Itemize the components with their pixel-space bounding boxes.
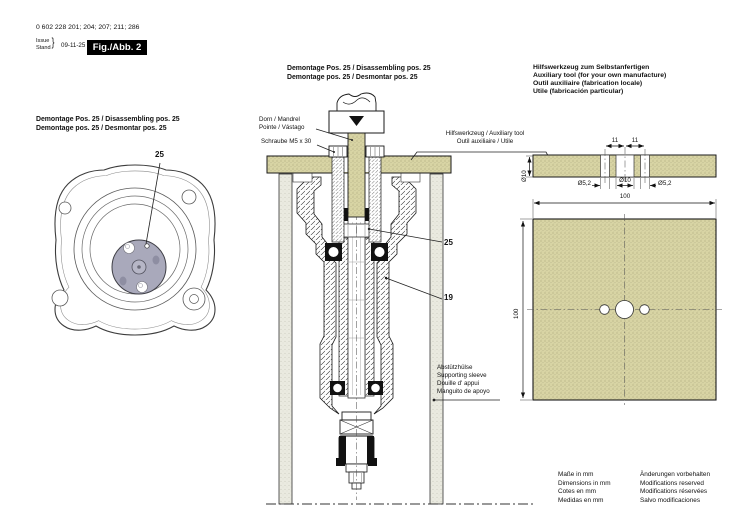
dim-thickness: Ø10 bbox=[521, 170, 528, 182]
callout-25: 25 bbox=[444, 238, 453, 247]
footer-mods-line1: Änderungen vorbehalten bbox=[640, 471, 710, 478]
footer-mods-line4: Salvo modificaciones bbox=[640, 496, 701, 504]
sleeve-label-line1: Abstützhülse bbox=[437, 364, 473, 371]
footer-units-line3: Cotes en mm bbox=[558, 488, 597, 495]
left-view-title-line2: Demontage pos. 25 / Desmontar pos. 25 bbox=[36, 125, 167, 132]
aux-tool-label-line2: Outil auxiliaire / Utile bbox=[456, 138, 514, 145]
dim-spacing-left: 11 bbox=[611, 137, 619, 144]
bolt-hole-bl bbox=[52, 290, 68, 306]
aux-title-line4: Utile (fabricación particular) bbox=[533, 88, 624, 95]
flange-view-drawing bbox=[52, 163, 215, 335]
footer-units-line4: Medidas en mm bbox=[558, 496, 604, 504]
side-hole-left bbox=[600, 305, 610, 315]
mandrel-shaft bbox=[348, 133, 365, 217]
mandrel-label-line1: Dorn / Mandrel bbox=[259, 116, 300, 123]
dim-height: 100 bbox=[513, 308, 520, 319]
aux-square-view bbox=[520, 199, 722, 405]
screw-label: Schraube M5 x 30 bbox=[261, 138, 312, 145]
left-view-title-line1: Demontage Pos. 25 / Disassembling pos. 25 bbox=[36, 116, 180, 123]
side-hole-right bbox=[640, 305, 650, 315]
part-numbers: 0 602 228 201; 204; 207; 211; 286 bbox=[36, 24, 140, 31]
aux-title-line3: Outil auxiliaire (fabrication locale) bbox=[533, 80, 643, 87]
footer-mods-line2: Modifications reserved bbox=[640, 479, 704, 487]
mandrel-label-line2: Pointe / Vástago bbox=[259, 124, 305, 131]
footer-units-line1: Maße in mm bbox=[558, 471, 594, 478]
dim-hole-center: Ø10 bbox=[619, 177, 631, 184]
supporting-sleeve-left bbox=[279, 174, 292, 504]
brace-glyph: } bbox=[51, 35, 55, 49]
bolt-hole-tr bbox=[182, 190, 196, 204]
spindle-wall-left bbox=[339, 238, 348, 396]
dim-hole-left: Ø5,2 bbox=[577, 180, 591, 187]
footer-units-line2: Dimensions in mm bbox=[558, 479, 611, 487]
supporting-sleeve-right bbox=[430, 174, 443, 504]
callout-19: 19 bbox=[444, 293, 453, 302]
issue-label: Issue bbox=[36, 38, 50, 44]
bolt-hole-tl bbox=[59, 202, 71, 214]
center-view-title-line1: Demontage Pos. 25 / Disassembling pos. 25 bbox=[287, 65, 431, 72]
mandrel-handle-broken bbox=[337, 93, 376, 111]
center-hole bbox=[616, 301, 634, 319]
aux-tool-label-line1: Hilfswerkzeug / Auxiliary tool bbox=[445, 130, 525, 137]
sleeve-label-line2: Supporting sleeve bbox=[437, 372, 487, 379]
issue-date: 09-11-25 bbox=[61, 42, 86, 49]
footer-mods-line3: Modifications réservées bbox=[640, 488, 708, 495]
flange-callout-25: 25 bbox=[155, 150, 164, 159]
dim-width: 100 bbox=[619, 193, 631, 200]
stand-label: Stand bbox=[36, 45, 51, 51]
sleeve-label-line3: Douille d' appui bbox=[437, 380, 480, 387]
aux-title-line2: Auxiliary tool (for your own manufacture) bbox=[533, 72, 667, 79]
sleeve-label-line4: Manguito de apoyo bbox=[437, 388, 490, 395]
aux-title-line1: Hilfswerkzeug zum Selbstanfertigen bbox=[533, 64, 650, 71]
dim-spacing-right: 11 bbox=[631, 137, 639, 144]
screw-left-shank bbox=[332, 157, 344, 242]
spindle-wall-right bbox=[365, 238, 374, 396]
dim-hole-right: Ø5,2 bbox=[658, 180, 672, 187]
center-view-title-line2: Demontage pos. 25 / Desmontar pos. 25 bbox=[287, 74, 418, 81]
cross-section-drawing bbox=[266, 93, 551, 504]
fig-badge: Fig./Abb. 2 bbox=[87, 40, 147, 55]
